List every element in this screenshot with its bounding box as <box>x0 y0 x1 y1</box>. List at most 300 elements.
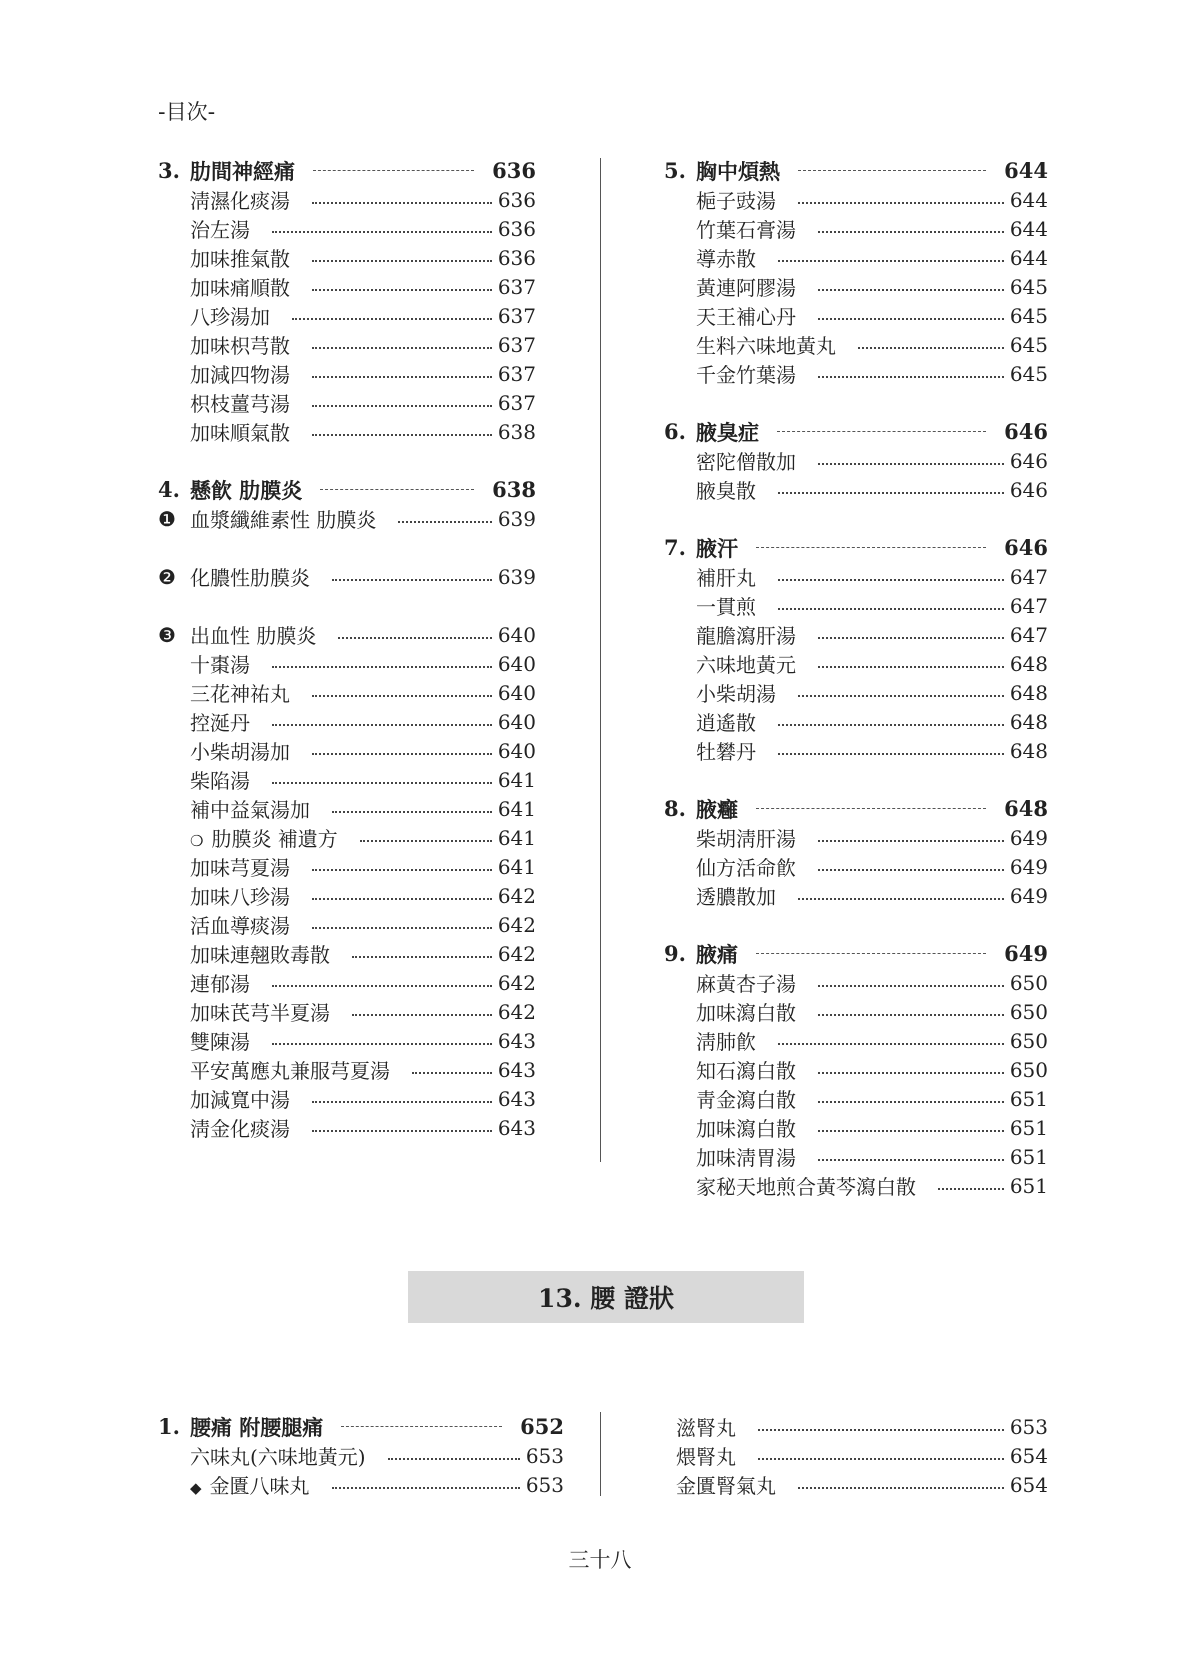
dot-leader <box>758 1458 1004 1460</box>
entry-name <box>190 185 290 214</box>
toc-entry <box>158 968 536 997</box>
group-marker: ❷ <box>158 564 176 589</box>
toc-entry <box>664 330 1048 359</box>
entry-name <box>190 301 270 330</box>
entry-page: 649 <box>1009 854 1048 879</box>
group-marker: ❶ <box>158 506 176 531</box>
dot-leader <box>412 1072 492 1074</box>
dot-leader <box>312 695 492 697</box>
entry-label: 肋膜炎 補遺方 <box>211 827 338 851</box>
entry-label: 煨腎丸 <box>676 1445 736 1469</box>
entry-page: 649 <box>1009 825 1048 850</box>
entry-label: 連郁湯 <box>190 972 250 996</box>
dot-leader <box>818 463 1004 465</box>
dot-leader <box>818 289 1004 291</box>
entry-page: 643 <box>497 1115 536 1140</box>
entry-name <box>190 1084 290 1113</box>
entry-label: 淸肺飮 <box>696 1030 756 1054</box>
dot-leader <box>778 608 1004 610</box>
page-number: 三十八 <box>568 1548 632 1572</box>
entry-label: 天王補心丹 <box>696 305 796 329</box>
entry-name <box>696 997 796 1026</box>
entry-label: 三花神祐丸 <box>190 682 290 706</box>
entry-page: 651 <box>1009 1086 1048 1111</box>
entry-page: 648 <box>1009 709 1048 734</box>
toc-entry <box>158 765 536 794</box>
section-title: 腋臭症 <box>696 419 759 445</box>
entry-name <box>190 1055 390 1084</box>
entry-name <box>190 1113 290 1142</box>
toc-entry <box>158 243 536 272</box>
entry-page: 642 <box>497 912 536 937</box>
toc-entry <box>664 359 1048 388</box>
entry-label: 平安萬應丸兼服芎夏湯 <box>190 1059 390 1083</box>
entry-name <box>190 997 330 1026</box>
dot-leader <box>798 202 1004 204</box>
entry-page: 640 <box>497 709 536 734</box>
entry-page: 645 <box>1009 332 1048 357</box>
dot-leader <box>272 985 492 987</box>
entry-label: 黃連阿膠湯 <box>696 276 796 300</box>
dot-leader <box>818 376 1004 378</box>
toc-entry <box>158 823 536 852</box>
entry-label: 枳枝薑芎湯 <box>190 392 290 416</box>
entry-name <box>696 968 796 997</box>
entry-page: 645 <box>1009 303 1048 328</box>
entry-name <box>696 1142 796 1171</box>
entry-label: 家秘天地煎合黃芩瀉白散 <box>696 1175 916 1199</box>
dot-leader <box>938 1188 1004 1190</box>
entry-page: 643 <box>497 1057 536 1082</box>
entry-name <box>190 359 290 388</box>
entry-label: 加味芪芎半夏湯 <box>190 1001 330 1025</box>
dot-leader <box>272 782 492 784</box>
entry-name <box>696 1171 916 1200</box>
entry-label: 加味推氣散 <box>190 247 290 271</box>
entry-page: 650 <box>1009 1057 1048 1082</box>
entry-page: 651 <box>1009 1115 1048 1140</box>
toc-entry <box>158 1084 536 1113</box>
bullet-mark: ❍ <box>190 832 204 850</box>
entry-label: 補肝丸 <box>696 566 756 590</box>
entry-name <box>676 1470 776 1499</box>
dot-leader <box>312 1101 492 1103</box>
dot-leader <box>778 724 1004 726</box>
dot-leader <box>818 985 1004 987</box>
entry-name <box>190 968 250 997</box>
entry-page: 640 <box>497 651 536 676</box>
toc-entry <box>158 678 536 707</box>
entry-page: 642 <box>497 883 536 908</box>
dot-leader <box>778 492 1004 494</box>
entry-label: 加味淸胃湯 <box>696 1146 796 1170</box>
entry-page: 644 <box>1009 245 1048 270</box>
entry-label: 加味痛順散 <box>190 276 290 300</box>
dot-leader <box>312 753 492 755</box>
entry-name <box>190 736 290 765</box>
dot-leader <box>398 521 491 523</box>
entry-page: 647 <box>1009 622 1048 647</box>
entry-page: 641 <box>497 796 536 821</box>
dot-leader <box>312 1130 492 1132</box>
entry-label: 千金竹葉湯 <box>696 363 796 387</box>
entry-page: 642 <box>497 970 536 995</box>
entry-page: 651 <box>1009 1144 1048 1169</box>
entry-name <box>696 359 796 388</box>
entry-page: 651 <box>1009 1173 1048 1198</box>
entry-label: 活血導痰湯 <box>190 914 290 938</box>
dot-leader <box>352 956 492 958</box>
toc-entry <box>664 1142 1048 1171</box>
entry-label: 梔子豉湯 <box>696 189 776 213</box>
entry-page: 653 <box>1009 1414 1048 1439</box>
entry-page: 641 <box>497 854 536 879</box>
section-heading <box>664 533 1048 562</box>
toc-left-column <box>158 156 536 1142</box>
toc-entry <box>664 1171 1048 1200</box>
toc-entry <box>158 707 536 736</box>
section-gap <box>664 388 1048 417</box>
toc-entry <box>158 939 536 968</box>
entry-name <box>190 330 290 359</box>
toc-entry <box>664 736 1048 765</box>
entry-label: 補中益氣湯加 <box>190 798 310 822</box>
entry-page: 650 <box>1009 970 1048 995</box>
chapter-banner: 13. 腰 證狀 <box>408 1271 804 1323</box>
entry-page: 646 <box>1009 448 1048 473</box>
entry-label: 滋腎丸 <box>676 1416 736 1440</box>
entry-name <box>696 185 776 214</box>
entry-page: 650 <box>1009 1028 1048 1053</box>
column-divider <box>600 158 601 1162</box>
entry-name <box>190 939 330 968</box>
section-number: 1. <box>158 1414 180 1439</box>
entry-page: 653 <box>525 1443 564 1468</box>
toc-entry <box>664 591 1048 620</box>
dot-leader <box>818 840 1004 842</box>
entry-name <box>696 591 756 620</box>
section-number: 5. <box>664 158 686 183</box>
dot-leader <box>818 637 1004 639</box>
toc-entry <box>158 1055 536 1084</box>
entry-label: 雙陳湯 <box>190 1030 250 1054</box>
entry-label: 牡礬丹 <box>696 740 756 764</box>
toc-bottom-left-column <box>158 1412 564 1499</box>
section-heading <box>664 417 1048 446</box>
section-number: 4. <box>158 477 180 502</box>
group-gap <box>158 591 536 620</box>
dot-leader <box>312 405 492 407</box>
entry-label: 知石瀉白散 <box>696 1059 796 1083</box>
section-gap <box>664 910 1048 939</box>
entry-page: 645 <box>1009 274 1048 299</box>
entry-page: 647 <box>1009 564 1048 589</box>
section-heading <box>158 1412 564 1441</box>
section-title: 肋間神經痛 <box>190 158 295 184</box>
entry-label: 加味連翹敗毒散 <box>190 943 330 967</box>
entry-name <box>696 330 836 359</box>
entry-label: 金匱腎氣丸 <box>676 1474 776 1498</box>
entry-page: 641 <box>497 825 536 850</box>
entry-page: 642 <box>497 941 536 966</box>
entry-page: 650 <box>1009 999 1048 1024</box>
section-heading <box>664 156 1048 185</box>
toc-entry <box>664 475 1048 504</box>
dot-leader <box>818 231 1004 233</box>
entry-name <box>696 823 796 852</box>
entry-name <box>696 707 756 736</box>
entry-label: 加味順氣散 <box>190 421 290 445</box>
toc-entry <box>664 1084 1048 1113</box>
entry-label: 六味丸(六味地黃元) <box>190 1445 366 1469</box>
dot-leader <box>798 1487 1004 1489</box>
entry-page: 642 <box>497 999 536 1024</box>
entry-label: 金匱八味丸 <box>209 1474 310 1498</box>
dot-leader <box>312 434 492 436</box>
entry-page: 643 <box>497 1086 536 1111</box>
entry-name <box>676 1441 736 1470</box>
entry-name <box>696 272 796 301</box>
entry-label: 十棗湯 <box>190 653 250 677</box>
dot-leader <box>332 579 492 581</box>
dot-leader <box>818 318 1004 320</box>
dot-leader <box>758 1429 1004 1431</box>
entry-page: 653 <box>525 1472 564 1497</box>
toc-bottom-right-column <box>676 1412 1048 1499</box>
entry-page: 640 <box>497 680 536 705</box>
toc-entry <box>676 1441 1048 1470</box>
section-number: 8. <box>664 796 686 821</box>
section-page: 648 <box>1004 796 1048 821</box>
dot-leader <box>778 260 1004 262</box>
group-page: 639 <box>497 564 536 589</box>
toc-entry <box>158 388 536 417</box>
entry-page: 647 <box>1009 593 1048 618</box>
dot-leader <box>818 1101 1004 1103</box>
toc-entry <box>158 185 536 214</box>
toc-entry <box>664 243 1048 272</box>
entry-page: 637 <box>497 303 536 328</box>
entry-name <box>696 852 796 881</box>
section-page: 646 <box>1004 535 1048 560</box>
toc-entry <box>664 823 1048 852</box>
toc-entry <box>664 1113 1048 1142</box>
group-heading <box>158 504 536 533</box>
entry-page: 654 <box>1009 1472 1048 1497</box>
entry-name <box>696 649 796 678</box>
entry-name <box>696 1113 796 1142</box>
section-gap <box>158 446 536 475</box>
entry-label: 靑金瀉白散 <box>696 1088 796 1112</box>
toc-entry <box>158 1441 564 1470</box>
entry-label: 加味瀉白散 <box>696 1117 796 1141</box>
dot-leader <box>272 1043 492 1045</box>
dot-leader <box>312 927 492 929</box>
entry-name <box>696 881 776 910</box>
toc-entry <box>158 910 536 939</box>
entry-page: 643 <box>497 1028 536 1053</box>
entry-page: 637 <box>497 390 536 415</box>
entry-name <box>696 301 796 330</box>
toc-entry <box>664 852 1048 881</box>
group-marker: ❸ <box>158 622 176 647</box>
toc-entry <box>158 794 536 823</box>
toc-entry <box>158 214 536 243</box>
entry-name <box>696 214 796 243</box>
group-title: 出血性 肋膜炎 <box>190 624 317 648</box>
bullet-mark: ◆ <box>190 1479 202 1497</box>
dot-leader <box>818 1014 1004 1016</box>
dot-leader <box>818 869 1004 871</box>
entry-page: 636 <box>497 187 536 212</box>
section-title: 腋癰 <box>696 796 738 822</box>
dot-leader <box>352 1014 492 1016</box>
dot-leader <box>312 898 492 900</box>
section-heading <box>664 794 1048 823</box>
dot-leader <box>388 1458 520 1460</box>
dot-leader <box>360 840 492 842</box>
toc-entry <box>158 272 536 301</box>
dot-leader <box>798 898 1004 900</box>
entry-page: 648 <box>1009 680 1048 705</box>
section-heading <box>158 475 536 504</box>
section-heading <box>664 939 1048 968</box>
toc-entry <box>664 678 1048 707</box>
entry-page: 649 <box>1009 883 1048 908</box>
entry-name <box>190 417 290 446</box>
entry-name <box>696 1055 796 1084</box>
toc-entry <box>664 968 1048 997</box>
entry-page: 648 <box>1009 651 1048 676</box>
section-title: 腋汗 <box>696 535 738 561</box>
page-header: -目次- <box>158 100 216 124</box>
toc-entry <box>158 1113 536 1142</box>
section-page: 646 <box>1004 419 1048 444</box>
entry-page: 644 <box>1009 216 1048 241</box>
entry-page: 640 <box>497 738 536 763</box>
entry-page: 637 <box>497 274 536 299</box>
dot-leader <box>818 1072 1004 1074</box>
dash-leader <box>756 953 986 954</box>
toc-entry <box>158 881 536 910</box>
entry-name <box>696 1026 756 1055</box>
entry-name <box>190 388 290 417</box>
entry-name <box>190 823 338 852</box>
toc-entry <box>158 359 536 388</box>
entry-page: 646 <box>1009 477 1048 502</box>
dash-leader <box>313 170 474 171</box>
dot-leader <box>778 579 1004 581</box>
entry-label: 柴胡淸肝湯 <box>696 827 796 851</box>
entry-page: 644 <box>1009 187 1048 212</box>
entry-label: 加減寬中湯 <box>190 1088 290 1112</box>
entry-name <box>190 707 250 736</box>
section-page: 638 <box>492 477 536 502</box>
section-gap <box>664 504 1048 533</box>
dot-leader <box>818 1130 1004 1132</box>
toc-entry <box>158 1026 536 1055</box>
dot-leader <box>272 666 492 668</box>
dot-leader <box>312 202 492 204</box>
toc-entry <box>664 997 1048 1026</box>
section-page: 636 <box>492 158 536 183</box>
dot-leader <box>272 724 492 726</box>
entry-label: 小柴胡湯加 <box>190 740 290 764</box>
toc-entry <box>158 417 536 446</box>
group-title: 血漿纖維素性 肋膜炎 <box>190 508 377 532</box>
dash-leader <box>756 808 986 809</box>
dash-leader <box>777 431 986 432</box>
entry-name <box>696 620 796 649</box>
dot-leader <box>312 347 492 349</box>
dot-leader <box>818 1159 1004 1161</box>
section-title: 腰痛 附腰腿痛 <box>190 1414 324 1440</box>
dot-leader <box>292 318 492 320</box>
section-page: 644 <box>1004 158 1048 183</box>
dot-leader <box>312 376 492 378</box>
section-title: 懸飮 肋膜炎 <box>190 477 303 503</box>
entry-page: 645 <box>1009 361 1048 386</box>
toc-entry <box>158 997 536 1026</box>
entry-name <box>190 1470 310 1499</box>
toc-entry <box>158 736 536 765</box>
entry-name <box>190 881 290 910</box>
entry-name <box>190 852 290 881</box>
entry-label: 生料六味地黃丸 <box>696 334 836 358</box>
section-gap <box>664 765 1048 794</box>
entry-label: 柴陷湯 <box>190 769 250 793</box>
entry-name <box>190 910 290 939</box>
toc-entry <box>664 301 1048 330</box>
entry-name <box>190 214 250 243</box>
group-gap <box>158 533 536 562</box>
entry-name <box>190 794 310 823</box>
section-number: 9. <box>664 941 686 966</box>
dash-leader <box>341 1426 502 1427</box>
dot-leader <box>312 289 492 291</box>
entry-label: 加味枳芎散 <box>190 334 290 358</box>
entry-name <box>696 678 776 707</box>
toc-entry <box>664 1055 1048 1084</box>
section-number: 3. <box>158 158 180 183</box>
entry-label: 透膿散加 <box>696 885 776 909</box>
toc-entry <box>676 1412 1048 1441</box>
dash-leader <box>798 170 986 171</box>
entry-name <box>676 1412 736 1441</box>
section-heading <box>158 156 536 185</box>
dot-leader <box>858 347 1004 349</box>
toc-entry <box>158 852 536 881</box>
entry-name <box>696 562 756 591</box>
entry-label: 逍遙散 <box>696 711 756 735</box>
section-title: 腋痛 <box>696 941 738 967</box>
dot-leader <box>818 666 1004 668</box>
entry-page: 637 <box>497 332 536 357</box>
entry-label: 加味芎夏湯 <box>190 856 290 880</box>
dot-leader <box>332 1487 520 1489</box>
entry-page: 641 <box>497 767 536 792</box>
entry-label: 八珍湯加 <box>190 305 270 329</box>
toc-entry <box>664 881 1048 910</box>
dot-leader <box>778 1043 1004 1045</box>
section-number: 6. <box>664 419 686 444</box>
entry-page: 648 <box>1009 738 1048 763</box>
toc-entry <box>664 649 1048 678</box>
dot-leader <box>798 695 1004 697</box>
toc-entry <box>664 185 1048 214</box>
entry-label: 治左湯 <box>190 218 250 242</box>
entry-label: 導赤散 <box>696 247 756 271</box>
